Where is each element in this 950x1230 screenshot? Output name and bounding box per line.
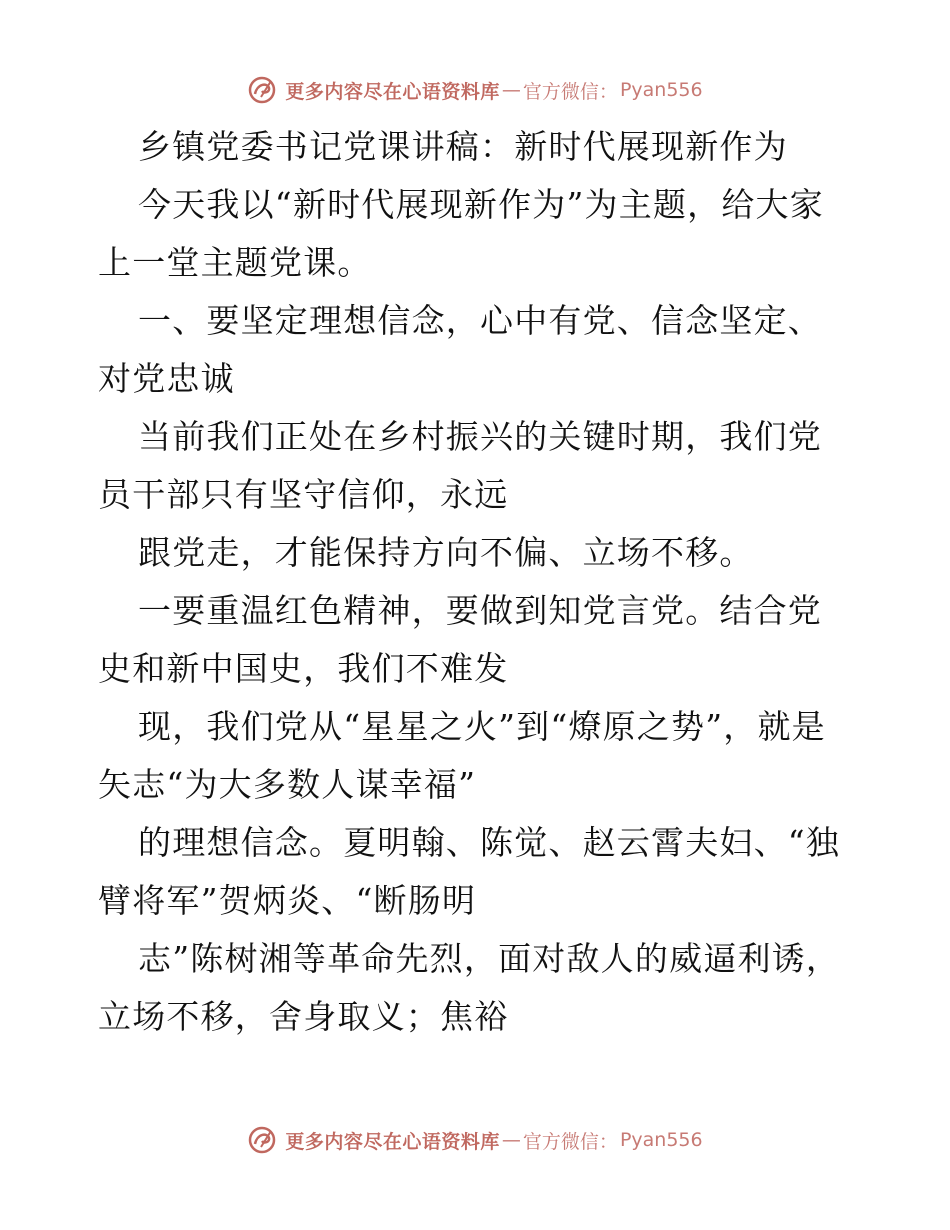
watermark-account: Pyan556 [619,79,703,101]
watermark-label: 官方微信： [522,1130,618,1153]
watermark-separator: — [501,1129,521,1151]
watermark-brand: 更多内容尽在心语资料库 [285,80,500,103]
header-watermark [0,70,950,110]
watermark-label: 官方微信： [522,80,618,103]
swirl-logo-icon [247,1125,277,1155]
watermark-account: Pyan556 [619,1129,703,1151]
swirl-logo-icon [247,75,277,105]
paragraph: 今天我以“新时代展现新作为”为主题，给大家上一堂主题党课。 [98,185,824,282]
paragraph: 志”陈树湘等革命先烈，面对敌人的威逼利诱，立场不移，舍身取义；焦裕 [98,939,841,1036]
section-heading: 一、要坚定理想信念，心中有党、信念坚定、对党忠诚 [98,301,822,398]
paragraph: 的理想信念。夏明翰、陈觉、赵云霄夫妇、“独臂将军”贺炳炎、“断肠明 [98,823,841,920]
document-title: 乡镇党委书记党课讲稿：新时代展现新作为 [138,127,788,166]
paragraph: 现，我们党从“星星之火”到“燎原之势”，就是矢志“为大多数人谋幸福” [98,707,826,804]
document-body [98,118,852,1046]
footer-watermark [0,1120,950,1160]
paragraph: 一要重温红色精神，要做到知党言党。结合党史和新中国史，我们不难发 [98,591,822,688]
watermark-separator: — [501,79,521,101]
watermark-brand: 更多内容尽在心语资料库 [285,1130,500,1153]
paragraph: 当前我们正处在乡村振兴的关键时期，我们党员干部只有坚守信仰，永远 [98,417,822,514]
paragraph: 跟党走，才能保持方向不偏、立场不移。 [138,533,754,572]
